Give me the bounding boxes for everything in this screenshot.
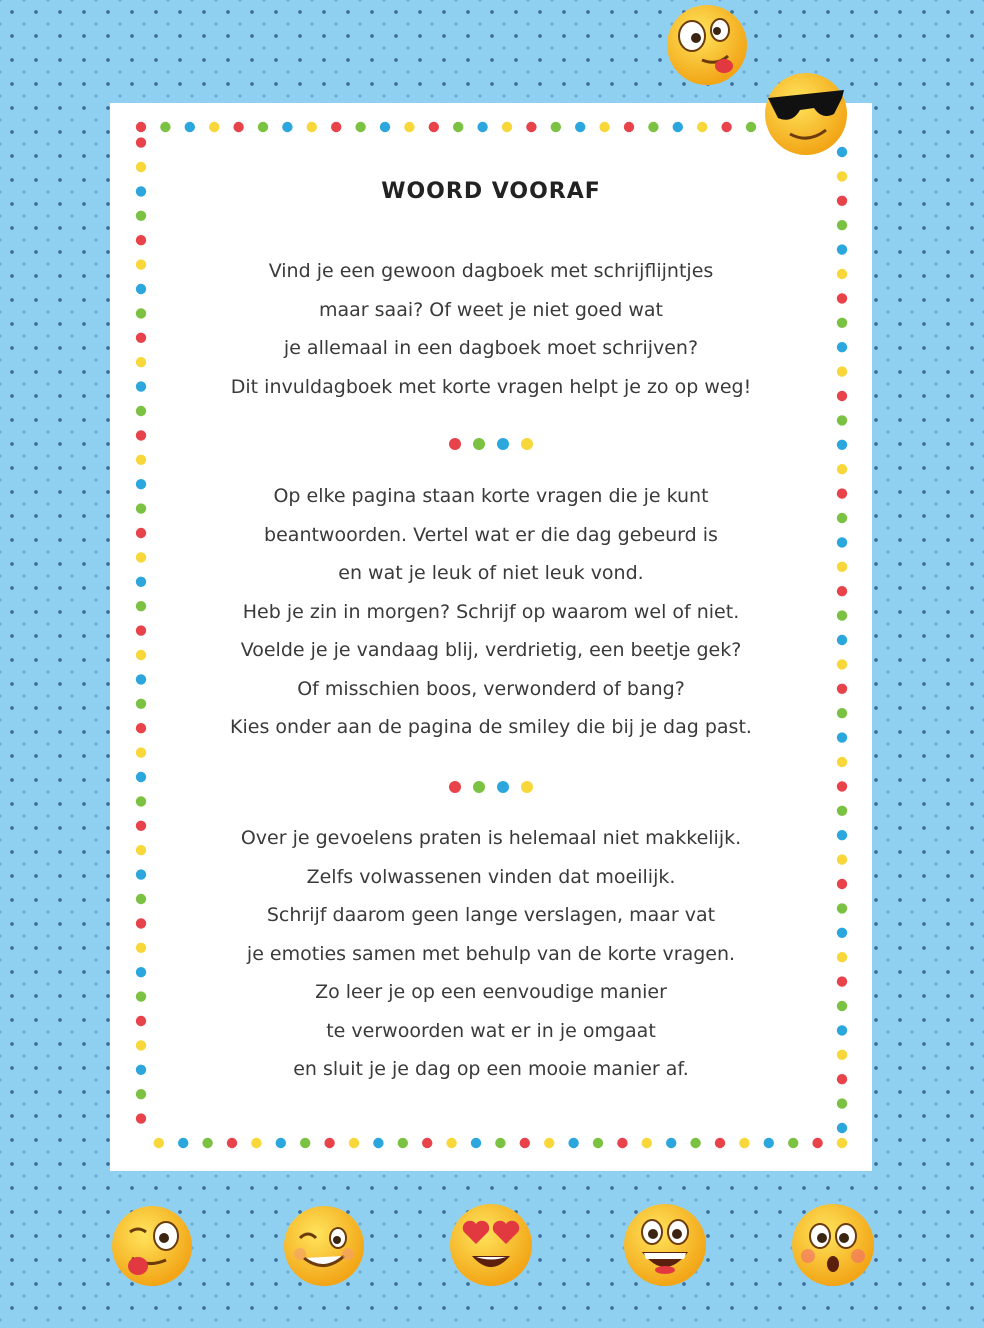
separator-dot — [473, 438, 485, 450]
sunglasses-face-icon — [760, 68, 852, 160]
text-line: maar saai? Of weet je niet goed wat — [319, 298, 663, 321]
separator-dot — [521, 781, 533, 793]
text-line: Vind je een gewoon dagboek met schrijflijntjes — [268, 260, 714, 282]
text-line: Of misschien boos, verwonderd of bang? — [297, 677, 685, 700]
paragraph-1 — [150, 252, 832, 406]
text-line: je emoties samen met behulp van de korte vragen. — [246, 942, 736, 965]
text-line: Kies onder aan de pagina de smiley die bij je dag past. — [230, 716, 752, 738]
text-line: Op elke pagina staan korte vragen die je kunt — [273, 485, 709, 507]
text-line: Zo leer je op een eenvoudige manier — [315, 981, 667, 1003]
dot-separator — [110, 778, 872, 792]
text-line: en sluit je je dag op een mooie manier af. — [293, 1058, 689, 1080]
silly-face-icon — [662, 0, 752, 90]
winking-face-icon — [280, 1202, 368, 1290]
text-line: en wat je leuk of niet leuk vond. — [338, 562, 644, 584]
separator-dot — [521, 438, 533, 450]
grinning-face-icon — [620, 1200, 710, 1290]
text-line: beantwoorden. Vertel wat er die dag gebeurd is — [264, 523, 718, 546]
text-line: Over je gevoelens praten is helemaal niet makkelijk. — [240, 827, 742, 849]
separator-dot — [497, 781, 509, 793]
content — [110, 103, 872, 1171]
separator-dot — [473, 781, 485, 793]
text-line: Zelfs volwassenen vinden dat moeilijk. — [306, 865, 676, 888]
text-line: Heb je zin in morgen? Schrijf op waarom wel of niet. — [242, 600, 740, 623]
paragraph-3 — [150, 819, 832, 1089]
text-line: Voelde je je vandaag blij, verdrietig, een beetje gek? — [240, 639, 742, 661]
separator-dot — [449, 438, 461, 450]
page-title: WOORD VOORAF — [381, 179, 601, 204]
tongue-face-icon — [108, 1202, 196, 1290]
text-line: je allemaal in een dagboek moet schrijven? — [283, 337, 699, 359]
text-line: Schrijf daarom geen lange verslagen, maar vat — [266, 904, 716, 926]
paragraph-2 — [150, 477, 832, 747]
heart-eyes-face-icon — [446, 1200, 536, 1290]
text-line: te verwoorden wat er in je omgaat — [326, 1019, 656, 1042]
separator-dot — [497, 438, 509, 450]
text-line: Dit invuldagboek met korte vragen helpt je zo op weg! — [230, 375, 752, 398]
blushing-surprised-face-icon — [788, 1200, 878, 1290]
separator-dot — [449, 781, 461, 793]
dot-separator — [110, 435, 872, 449]
